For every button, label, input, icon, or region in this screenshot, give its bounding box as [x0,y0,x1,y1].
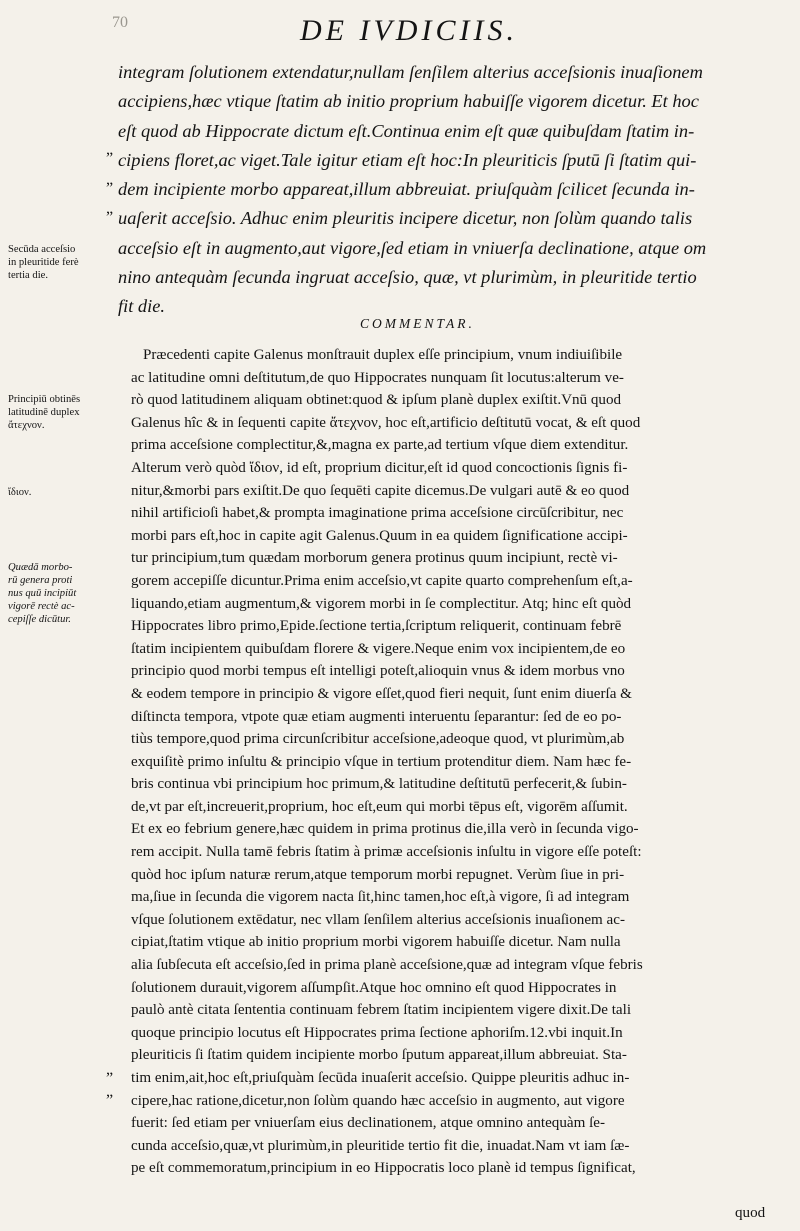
commentary-line: vſque ſolutionem extēdatur, nec vllam ſenſilem alterius acceſsionis inuaſionem ac- [131,911,625,928]
commentary-line: quòd hoc ipſum naturæ rerum,atque temporum morbi repugnet. Verùm ſiue in pri- [131,866,625,883]
commentary-line: cipere,hac ratione,dicetur,non ſolùm quando hæc acceſsio in augmento, aut vigore [131,1092,625,1109]
commentary-line: cunda acceſsio,quæ,vt plurimùm,in pleuritide tertio fit die, inuadat.Nam vt iam ſæ- [131,1137,630,1154]
quote-line: nino antequàm ſecunda ingruat acceſsio, quæ, vt plurimùm, in pleuritide tertio [118,267,697,288]
margin-note-idion [8,486,106,499]
quote-line: dem incipiente morbo appareat,illum abbreuiat. priuſquàm ſcilicet ſecunda in- [118,179,695,200]
commentary-line: ſtatim incipientem quibuſdam florere & vigere.Neque enim vox incipientem,de eo [131,640,626,657]
margin-note-principium [8,393,106,432]
catchword: quod [735,1205,766,1221]
quotation-mark: „ [106,200,114,217]
quote-line: eſt quod ab Hippocrate dictum eſt.Continua enim eſt quæ quibuſdam ſtatim in- [118,120,695,141]
quote-line: accipiens,hæc vtique ſtatim ab initio proprium habuiſſe vigorem dicetur. Et hoc [118,91,699,112]
commentary-line: tur principium,tum quædam morborum genera protinus quum incipiunt, rectè vi- [131,550,618,567]
commentary-line: alia ſubſecuta eſt acceſsio,ſed in prima planè acceſsione,quæ ad integram vſque febris [131,957,643,974]
quotation-mark: „ [106,141,114,158]
commentary-line: tim enim,ait,hoc eſt,priuſquàm ſecūda inuaſerit acceſsio. Quippe pleuritis adhuc in- [131,1070,630,1086]
commentary-line: Alterum verò quòd ἴδιον, id eſt, proprium dicitur,eſt id quod concoctionis ſignis fi- [131,459,628,476]
commentary-line: bris continua vbi principium hoc primum,& latitudine deſtitutū perfecerit,& ſubin- [131,776,627,793]
commentary-text [131,344,781,1180]
commentary-line: ſolutionem durauit,vigorem aſſumpſit.Atque hoc omnino eſt quod Hippocrates in [131,979,617,996]
page-number: 70 [112,14,128,31]
quoted-passage [118,58,778,322]
commentary-line: de,vt par eſt,increuerit,proprium, hoc eſt,eum qui morbi tēpus eſt, vigorēm aſſumit. [131,798,628,815]
margin-note-greek: ἄτεχνον. [8,420,45,431]
margin-note-pleuritis [8,243,106,282]
commentary-line: liquando,etiam augmentum,& vigorem morbi in ſe complectitur. Atq; hinc eſt quòd [131,595,632,612]
margin-note-line: rū genera proti [8,575,73,586]
running-head: DE IVDICIIS. [300,14,518,47]
commentary-line: morbi pars eſt,hoc in capite agit Galenus.Quum in ea quidem ſignificatione accipi- [131,527,628,544]
commentary-line: paulò antè citata ſententia continuam febrem ſtatim incipientem vigere dixit.De tali [131,1002,632,1019]
commentary-line: exquiſitè primo inſultu & principio vſque in tertium protenditur diem. Nam hæc fe- [131,753,632,770]
commentary-line: cipiat,ſtatim vtique ab initio proprium morbi vigorem habuiſſe dicetur. Nam nulla [131,934,621,951]
commentary-line: ac latitudine omni deſtitutum,de quo Hippocrates nunquam ſit locutus:alterum ve- [131,369,624,386]
margin-note-greek: ἴδιον. [8,487,32,498]
quote-line: acceſsio eſt in augmento,aut vigore,ſed etiam in vniuerſa declinatione, atque om [118,237,707,258]
quote-line: integram ſolutionem extendatur,nullam ſenſilem alterius acceſsionis inuaſionem [118,62,703,82]
margin-note-line: in pleuritide ferè [8,257,79,268]
commentary-line: quoque principio locutus eſt Hippocrates prima ſectione aphoriſm.12.vbi inquit.In [131,1024,623,1041]
margin-note-line: tertia die. [8,270,49,281]
commentary-line: rem accipit. Nulla tamē febris ſtatim à primæ acceſsionis inſultu in vigore eſſe poteſt: [131,844,642,861]
margin-note-line: Quædā morbo- [8,562,73,573]
commentary-line: prima acceſsione complectitur,&,magna ex parte,ad tertium vſque diem extenditur. [131,437,629,454]
commentary-line: nihil artificioſi habet,& prompta imaginatione prima acceſsione circūſcribitur, nec [131,505,624,522]
commentary-line: Galenus hîc & in ſequenti capite ἄτεχνον, hoc eſt,artificio deſtitutū vocat, & eſt quod [131,414,641,431]
quote-line: uaſerit acceſsio. Adhuc enim pleuritis incipere dicetur, non ſolùm quando talis [118,208,693,229]
margin-note-line: nus quū incipiūt [8,588,77,599]
quotation-mark: „ [106,1083,114,1100]
margin-note-line: Principiū obtinēs [8,394,81,405]
commentary-line: fuerit: ſed etiam per vniuerſam eius declinationem, atque omnino antequàm ſe- [131,1115,606,1132]
commentary-line: rò quod latitudinem aliquam obtinet:quod & ipſum planè duplex exiſtit.Vnū quod [131,392,622,409]
margin-note-line: Secūda acceſsio [8,244,76,255]
commentary-line: Hippocrates libro primo,Epide.ſectione tertia,ſcriptum reliquerit, continuam febrē [131,618,622,635]
commentary-line: & eodem tempore in principio & vigore eſſet,quod fieri nequit, ſunt enim diuerſa & [131,685,632,702]
commentary-line: Et ex eo febrium genere,hæc quidem in prima protinus die,illa verò in ſecunda vigo- [131,821,639,838]
commentary-line: principio quod morbi tempus eſt intelligi poteſt,alioquin vnus & idem morbus vno [131,663,625,680]
commentary-line: pleuriticis ſi ſtatim quidem incipiente morbo ſputum appareat,illum abbreuiat. Sta- [131,1047,627,1064]
commentary-line: diſtincta tempora, vtpote quæ etiam augmenti interuentu ſeparantur: ſed de eo po- [131,708,622,725]
commentary-line: pe eſt commemoratum,principium in eo Hippocratis loco planè id tempus ſignificat, [131,1160,636,1177]
quotation-mark: „ [106,1061,114,1078]
commentary-line: nitur,&morbi pars exiſtit.De quo ſequēti capite dicemus.De vulgari autē & eo quod [131,482,630,499]
margin-note-line: vigorē rectè ac- [8,601,75,612]
commentary-line: Præcedenti capite Galenus monſtrauit duplex eſſe principium, vnum indiuiſibile [143,347,623,363]
margin-note-line: latitudinē duplex [8,407,80,418]
margin-note-line: cepiſſe dicūtur. [8,614,71,625]
margin-note-genera [8,561,106,626]
quotation-mark: „ [106,171,114,188]
commentary-heading: COMMENTAR. [360,316,475,331]
commentary-line: gorem accepiſſe dicuntur.Prima enim acceſsio,vt capite quarto comprehenſum eſt,a- [131,572,633,589]
commentary-line: tiùs tempore,quod prima circunſcribitur acceſsione,adeoque quod, vt plurimùm,ab [131,731,625,748]
commentary-line: ma,ſiue in ſecunda die vigorem nacta ſit,hinc tamen,hoc eſt,à vigore, ſi ad integram [131,889,630,906]
quote-line: cipiens floret,ac viget.Tale igitur etiam eſt hoc:In pleuriticis ſputū ſi ſtatim qui- [118,149,697,170]
quote-line: fit die. [118,296,165,317]
